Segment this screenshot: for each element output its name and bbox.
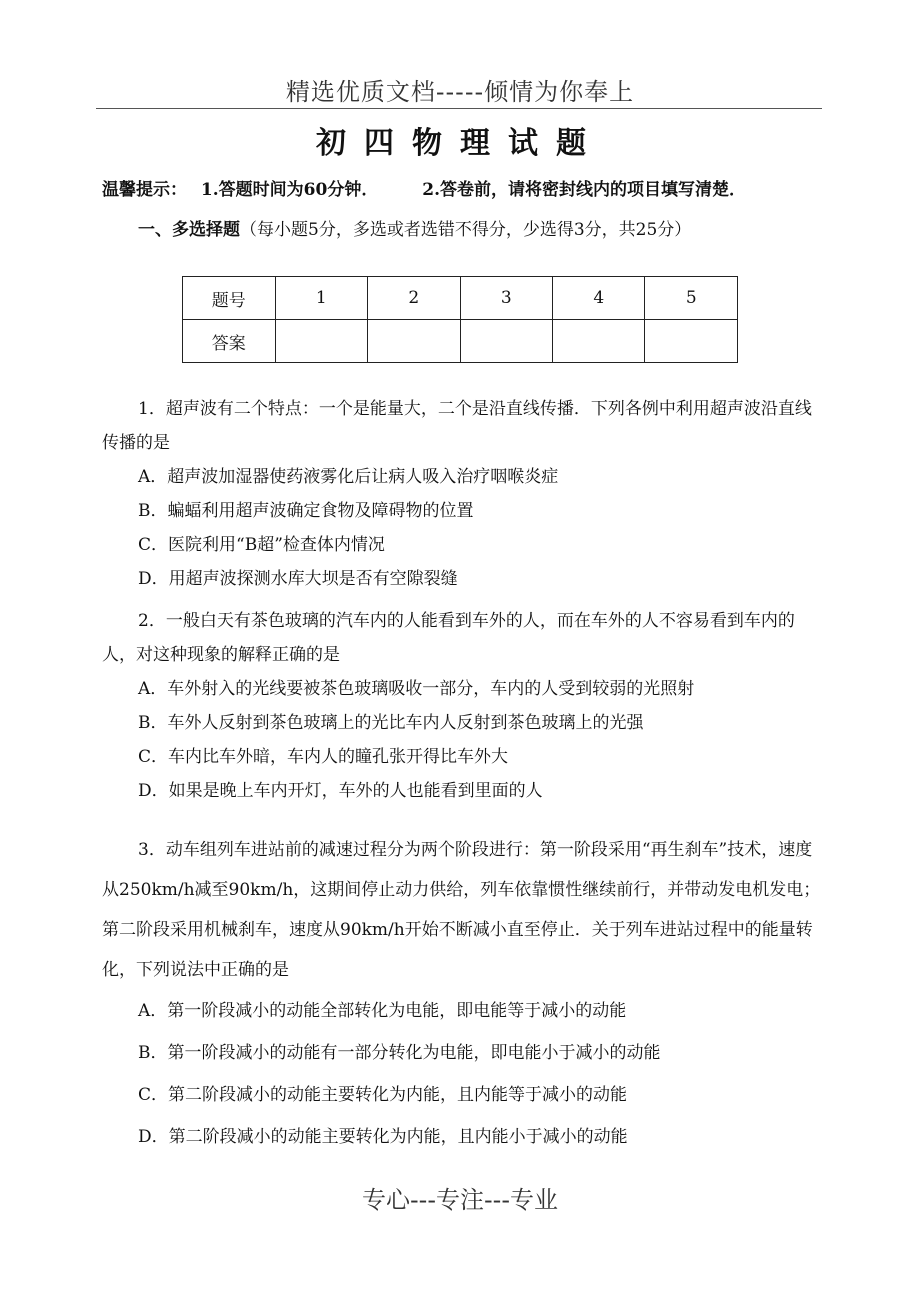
- option-d: D．用超声波探测水库大坝是否有空隙裂缝: [138, 569, 458, 589]
- answer-cell[interactable]: [368, 320, 460, 363]
- option-b: B．蝙蝠利用超声波确定食物及障碍物的位置: [138, 501, 474, 521]
- section-note: （每小题5分，多选或者选错不得分，少选得3分，共25分）: [240, 220, 692, 240]
- option-c: C．医院利用“B超”检查体内情况: [138, 535, 385, 555]
- option-d: D．第二阶段减小的动能主要转化为内能，且内能小于减小的动能: [138, 1127, 628, 1147]
- table-cell: 1: [275, 277, 367, 320]
- section-title: 一、多选择题: [138, 220, 240, 240]
- option-a: A．第一阶段减小的动能全部转化为电能，即电能等于减小的动能: [138, 1001, 627, 1021]
- answer-cell[interactable]: [460, 320, 552, 363]
- tip-item-1: 1.答题时间为60分钟．: [200, 180, 379, 200]
- question-stem: 2．一般白天有茶色玻璃的汽车内的人能看到车外的人，而在车外的人不容易看到车内的人，对这种现象的解释正确的是: [102, 611, 795, 665]
- table-cell: 2: [368, 277, 460, 320]
- question-stem: 3．动车组列车进站前的减速过程分为两个阶段进行：第一阶段采用“再生刹车”技术，速度从250km/h减至90km/h，这期间停止动力供给，列车依靠惯性继续前行，并带动发电机发电；第二阶段采用机械刹车，速度从90km/h开始不断减小直至停止．关于列车进站过程中的能量转化，下列说法中正确的是: [102, 840, 821, 980]
- option-c: C．车内比车外暗，车内人的瞳孔张开得比车外大: [138, 747, 509, 767]
- page-footer: 专心---专注---专业: [362, 1186, 558, 1214]
- answer-cell[interactable]: [645, 320, 738, 363]
- option-b: B．车外人反射到茶色玻璃上的光比车内人反射到茶色玻璃上的光强: [138, 713, 644, 733]
- question-3: [102, 830, 822, 1158]
- option-a: A．超声波加湿器使药液雾化后让病人吸入治疗咽喉炎症: [138, 467, 559, 487]
- table-cell: 3: [460, 277, 552, 320]
- option-a: A．车外射入的光线要被茶色玻璃吸收一部分，车内的人受到较弱的光照射: [138, 679, 695, 699]
- table-cell: 4: [552, 277, 644, 320]
- answer-table: [182, 276, 738, 363]
- question-stem: 1．超声波有二个特点：一个是能量大，二个是沿直线传播．下列各例中利用超声波沿直线传播的是: [102, 399, 812, 453]
- option-b: B．第一阶段减小的动能有一部分转化为电能，即电能小于减小的动能: [138, 1043, 661, 1063]
- tip-label: 温馨提示：: [102, 180, 187, 200]
- question-1: [102, 392, 822, 596]
- tip-item-2: 2.答卷前，请将密封线内的项目填写清楚．: [422, 180, 746, 200]
- option-d: D．如果是晚上车内开灯，车外的人也能看到里面的人: [138, 781, 543, 801]
- option-c: C．第二阶段减小的动能主要转化为内能，且内能等于减小的动能: [138, 1085, 628, 1105]
- header-divider: [96, 108, 822, 109]
- table-cell: 题号: [183, 277, 276, 320]
- table-row: [183, 277, 738, 320]
- table-cell: 答案: [183, 320, 276, 363]
- section-heading: [138, 215, 691, 240]
- answer-cell[interactable]: [275, 320, 367, 363]
- question-2: [102, 604, 822, 808]
- page-title: 初四物理试题: [316, 126, 604, 161]
- table-row: [183, 320, 738, 363]
- tip-line: [102, 175, 754, 200]
- table-cell: 5: [645, 277, 738, 320]
- page-header: 精选优质文档-----倾情为你奉上: [285, 78, 635, 106]
- answer-cell[interactable]: [552, 320, 644, 363]
